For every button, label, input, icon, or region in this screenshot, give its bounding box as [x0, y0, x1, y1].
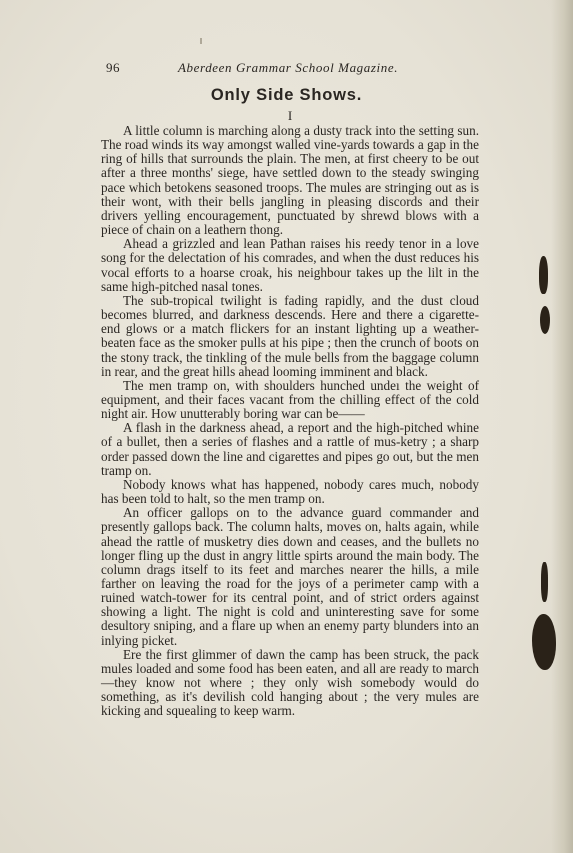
paragraph: Ere the first glimmer of dawn the camp has been struck, the pack mules loaded and some food has been eaten, and all are ready to march—they know not where ; they only wish somebody would do something, as it's devilish cold hanging about ; the very mules are kicking and squealing to keep warm.	[101, 646, 479, 719]
paragraph: An officer gallops on to the advance guard commander and presently gallops back. The column halts, moves on, halts again, while ahead the rattle of musketry dies down and ceases, and the bullets no longer fling up the dust in angry little spirts around the main body. The column drags itself to its feet and marches nearer the hills, a mile farther on leaving the road for the joys of a perimeter camp with a ruined watch-tower for its central point, and of strict orders against showing a light. The night is cold and uninteresting save for some desultory sniping, and a flare up when an enemy party blunders into an inlying picket.	[101, 505, 479, 648]
paper-scuff	[200, 38, 202, 44]
paragraph: A flash in the darkness ahead, a report and the high-pitched whine of a bullet, then a series of flashes and a rattle of mus-ketry ; a sharp order passed down the line and cigarettes and pipes go out, but the men tramp on.	[101, 420, 479, 478]
page-number: 96	[106, 60, 120, 75]
binding-hole-mark	[540, 306, 550, 334]
paragraph: Nobody knows what has happened, nobody cares much, nobody has been told to halt, so the men tramp on.	[101, 476, 479, 507]
paragraph: A little column is marching along a dusty track into the setting sun. The road winds its way amongst walled vine-yards towards a gap in the ring of hills that surrounds the plain. The men, at first cheery to be out after a three months' siege, have settled down to the steady swinging pace which betokens seasoned troops. The mules are stringing out as is their wont, with their bells jangling in pleasing discords and their drivers yelling encouragement, punctuated by shrewd blows with a piece of chain on a leathern thong.	[101, 123, 479, 238]
paragraph: Ahead a grizzled and lean Pathan raises his reedy tenor in a love song for the delectation of his comrades, and when the dust reduces his vocal efforts to a hoarse croak, his neighbour takes up the lilt in the same high-pitched nasal tones.	[101, 236, 479, 294]
page-edge-shadow	[551, 0, 573, 853]
article-body	[101, 124, 479, 719]
binding-hole-mark	[532, 614, 556, 670]
section-number: I	[287, 108, 293, 123]
page-header	[106, 60, 496, 78]
article-title: Only Side Shows.	[210, 86, 363, 104]
binding-hole-mark	[541, 562, 548, 602]
binding-hole-mark	[539, 256, 548, 294]
paragraph: The sub-tropical twilight is fading rapidly, and the dust cloud becomes blurred, and darkness descends. Here and there a cigarette-end glows or a match flickers for an instant lighting up a weather-beaten face as the smoker pulls at his pipe ; then the crunch of boots on the stony track, the tinkling of the mule bells from the baggage column in rear, and the great hills ahead looming imminent and black.	[101, 292, 479, 379]
running-title: Aberdeen Grammar School Magazine.	[178, 60, 399, 75]
paragraph: The men tramp on, with shoulders hunched undeı the weight of equipment, and their faces vacant from the chilling effect of the cold night air. How unutterably boring war can be——	[101, 377, 479, 422]
